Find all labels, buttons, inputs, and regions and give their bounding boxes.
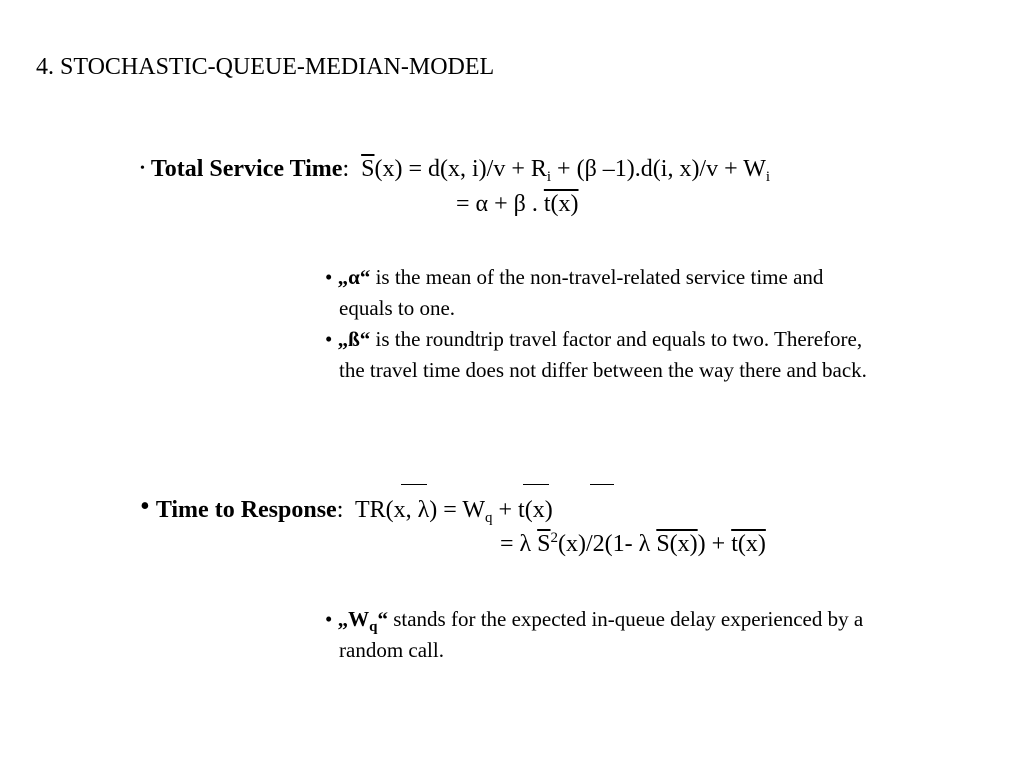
formula-part: TR(x, λ) =: [354, 497, 463, 523]
bullet-icon: •: [325, 265, 333, 289]
bullet-icon: •: [325, 607, 333, 631]
close-quote: “: [359, 327, 371, 351]
S-overlined: S(x): [656, 531, 698, 557]
colon: :: [342, 156, 350, 182]
t-overlined: t(x): [543, 191, 579, 217]
t-overlined: t(x): [731, 531, 766, 557]
total-service-line1: [140, 156, 771, 185]
note-text: is the mean of the non-travel-related service time and: [370, 265, 824, 289]
t-symbol: t(x): [518, 497, 553, 523]
open-quote: „: [337, 265, 349, 289]
S-overlined: $\overline{S}$: [537, 531, 551, 557]
overbar: [401, 484, 427, 485]
S-overlined: $\overline{S}$: [361, 156, 375, 182]
beta-symbol: ß: [348, 327, 360, 351]
open-quote: „: [337, 327, 349, 351]
overbar: [523, 484, 549, 485]
formula-part: = λ: [500, 531, 538, 557]
alpha-symbol: α: [348, 265, 360, 289]
note-text: is the roundtrip travel factor and equals to two. Therefore,: [370, 327, 863, 351]
note-text: the travel time does not differ between the way there and back.: [339, 358, 867, 382]
formula-part: (x)/2(1- λ: [558, 531, 657, 557]
subscript-i: i: [765, 169, 771, 185]
overbar: [590, 484, 614, 485]
formula-part: + (β –1).d(i, x)/v + W: [551, 156, 766, 182]
subscript-q: q: [485, 510, 493, 526]
W-symbol: W: [462, 497, 485, 523]
subscript-q: q: [369, 619, 378, 635]
formula-part: ) +: [697, 531, 732, 557]
open-quote: „: [337, 607, 349, 631]
superscript-2: 2: [550, 530, 559, 546]
wq-note: [325, 604, 1015, 666]
W-symbol: W: [348, 607, 370, 631]
close-quote: “: [359, 265, 371, 289]
note-text: equals to one.: [339, 296, 456, 320]
formula-part: (x) = d(x, i)/v + R: [374, 156, 547, 182]
slide-title: 4. STOCHASTIC-QUEUE-MEDIAN-MODEL: [36, 54, 495, 80]
time-response-line1: [140, 491, 553, 526]
bullet-icon: •: [140, 491, 150, 522]
time-response-line2: [500, 532, 766, 556]
subscript-i: i: [546, 169, 552, 185]
note-text: stands for the expected in-queue delay experienced by a: [387, 607, 864, 631]
total-service-line2: [456, 192, 579, 216]
bullet-icon: •: [140, 161, 145, 176]
beta-note: [325, 324, 1015, 386]
colon: :: [336, 497, 344, 523]
time-response-label: Time to Response: [155, 497, 337, 523]
formula-part: = α + β .: [456, 191, 544, 217]
alpha-note: [325, 262, 1015, 324]
bullet-icon: •: [325, 327, 333, 351]
total-service-label: Total Service Time: [150, 156, 343, 182]
formula-part: +: [492, 497, 519, 523]
close-quote: “: [377, 607, 388, 631]
note-text: random call.: [339, 638, 444, 662]
